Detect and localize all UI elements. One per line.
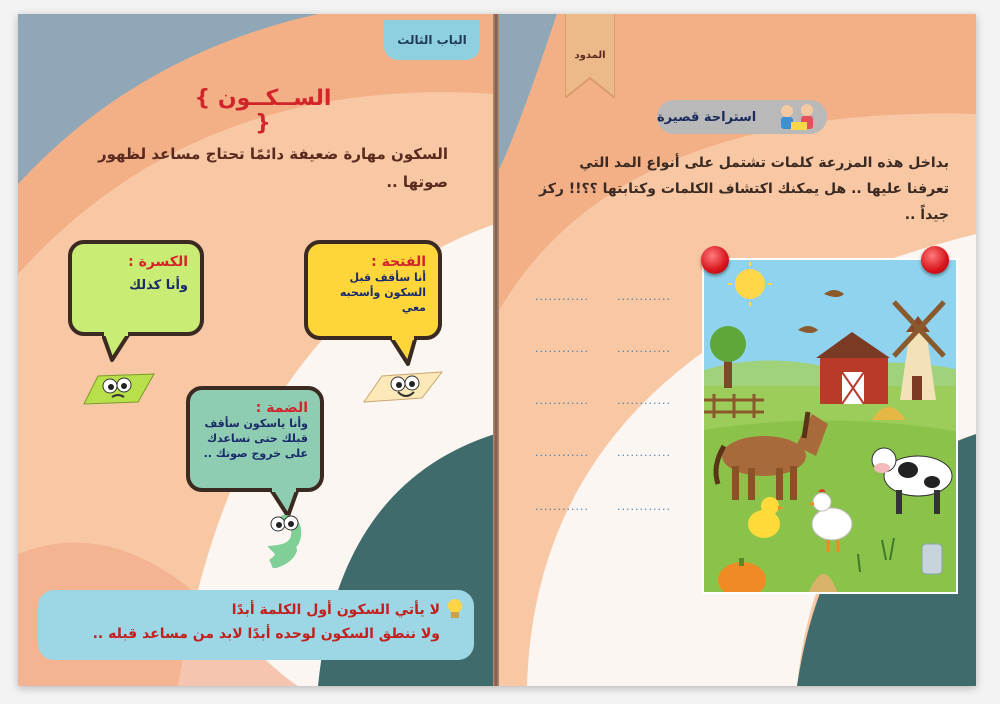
answer-line[interactable]: ............ (535, 290, 589, 303)
short-break-title: استراحة قصيرة (657, 109, 757, 125)
bubble-kasra-text: وأنا كذلك (129, 278, 188, 293)
left-page (18, 14, 495, 686)
lesson-title: { الســكــون } (194, 86, 332, 136)
answer-line[interactable]: ............ (535, 500, 589, 513)
activity-instructions: بداخل هذه المزرعة كلمات تشتمل على أنواع المد التي تعرفنا عليها .. هل يمكنك اكتشاف الكلمات وكتابتها ؟؟!! ركز جيداً .. (539, 155, 949, 223)
short-break-pill (657, 100, 827, 134)
fatha-character (360, 368, 444, 406)
pushpin-icon (921, 246, 949, 274)
answer-line[interactable]: ............ (535, 446, 589, 459)
bubble-damma-heading: الضمة : (255, 400, 308, 416)
bubble-fatha-text: أنا سأقف قبل السكون وأسحبه معي (339, 271, 426, 314)
answer-line[interactable]: ............ (617, 394, 671, 407)
bubble-damma-text: وأنا ياسكون سأقف قبلك حتى نساعدك على خروج صوتك .. (203, 417, 308, 460)
bubble-fatha-heading: الفتحة : (371, 254, 426, 270)
chapter-tab: الباب الثالث (384, 20, 480, 60)
bubble-kasra-tail (102, 332, 132, 362)
bubble-kasra (68, 240, 204, 336)
open-book (18, 14, 976, 686)
book-spine (493, 14, 499, 686)
intro-text: السكون مهارة ضعيفة دائمًا تحتاج مساعد لظهور صوتها .. (97, 145, 448, 191)
bubble-fatha-tail (388, 336, 418, 366)
bubble-kasra-heading: الكسرة : (128, 254, 188, 270)
lightbulb-icon (446, 598, 464, 620)
milk-can-icon (922, 544, 942, 574)
kasra-character (72, 370, 156, 408)
answer-line[interactable]: ............ (617, 446, 671, 459)
rule-line-1: لا يأتي السكون أول الكلمة أبدًا (231, 602, 440, 618)
fence-icon (704, 394, 764, 418)
answer-line[interactable]: ............ (535, 394, 589, 407)
bubble-damma (186, 386, 324, 492)
kids-reading-icon (773, 102, 823, 132)
damma-character (258, 512, 304, 568)
pushpin-icon (701, 246, 729, 274)
answer-line[interactable]: ............ (617, 342, 671, 355)
farm-illustration (702, 258, 958, 594)
answer-line[interactable]: ............ (535, 342, 589, 355)
answer-line[interactable]: ............ (617, 500, 671, 513)
bubble-fatha (304, 240, 442, 340)
ribbon-label: المدود (574, 50, 606, 61)
answer-line[interactable]: ............ (617, 290, 671, 303)
rule-line-2: ولا ننطق السكون لوحده أبدًا لابد من مساعد قبله .. (92, 626, 440, 642)
rules-box (38, 590, 474, 660)
right-page (497, 14, 976, 686)
